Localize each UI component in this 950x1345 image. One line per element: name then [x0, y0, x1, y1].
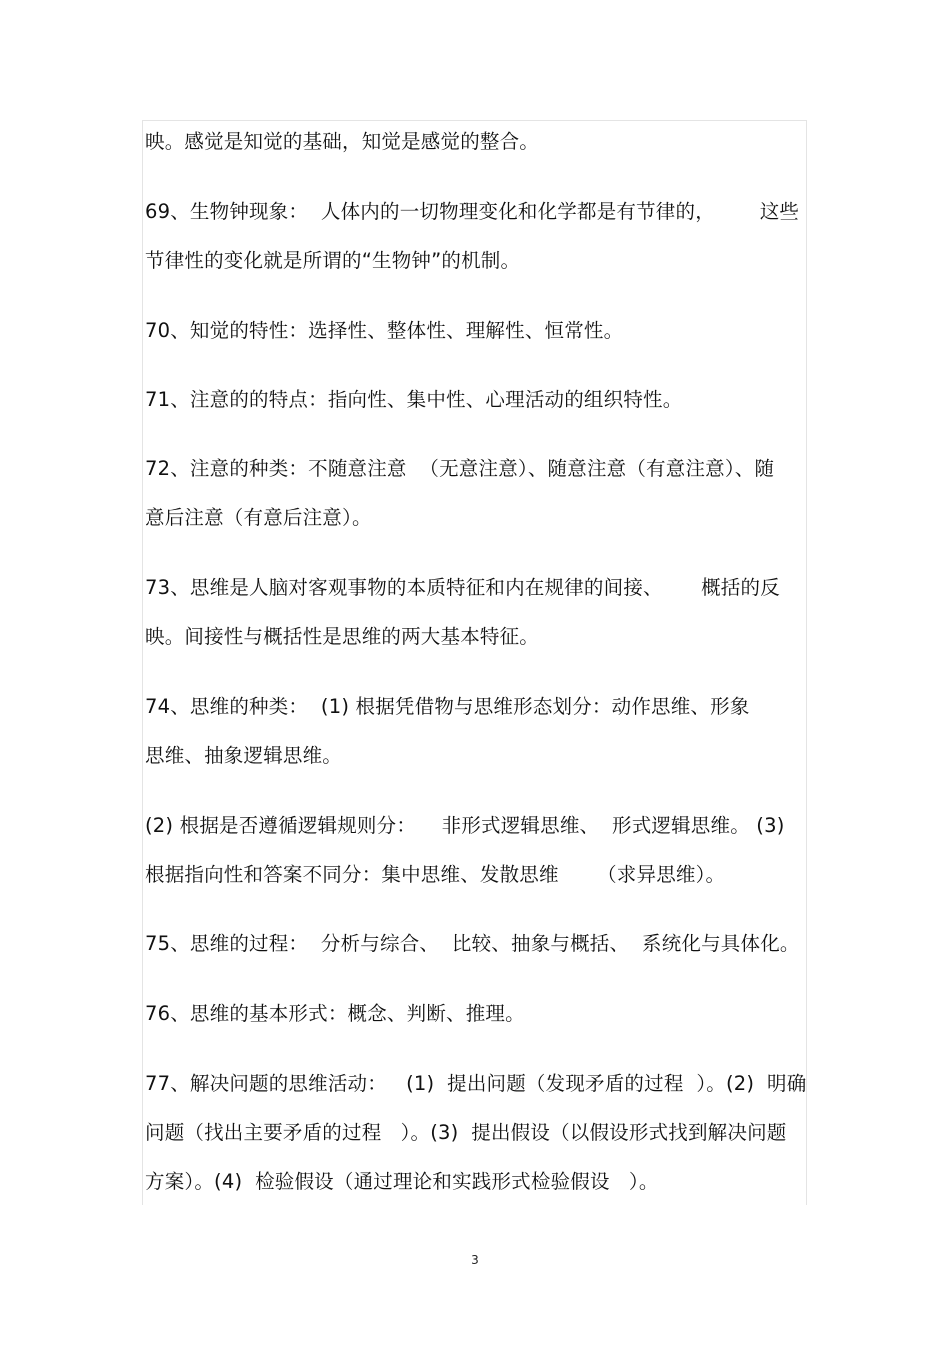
text-line: (2) 根据是否遵循逻辑规则分： 非形式逻辑思维、 形式逻辑思维。 (3)	[145, 814, 785, 837]
text-line: 思维、抽象逻辑思维。	[145, 744, 343, 767]
text-line: 根据指向性和答案不同分：集中思维、发散思维 （求异思维）。	[145, 863, 726, 886]
text-line: 问题（找出主要矛盾的过程 ）。(3) 提出假设（以假设形式找到解决问题	[145, 1121, 787, 1144]
page-content-frame	[142, 120, 807, 1205]
text-line: 映。感觉是知觉的基础，知觉是感觉的整合。	[145, 130, 540, 153]
text-line: 70、知觉的特性：选择性、整体性、理解性、恒常性。	[145, 319, 624, 342]
text-line: 71、注意的的特点：指向性、集中性、心理活动的组织特性。	[145, 388, 683, 411]
page-number: 3	[471, 1253, 479, 1267]
text-line: 方案）。(4) 检验假设（通过理论和实践形式检验假设 ）。	[145, 1170, 659, 1193]
text-line: 72、注意的种类：不随意注意 （无意注意）、随意注意（有意注意）、随	[145, 457, 775, 480]
text-line: 77、解决问题的思维活动： (1) 提出问题（发现矛盾的过程 ）。(2) 明确	[145, 1072, 807, 1095]
text-line: 73、思维是人脑对客观事物的本质特征和内在规律的间接、 概括的反	[145, 576, 780, 599]
text-line: 74、思维的种类： (1) 根据凭借物与思维形态划分：动作思维、形象	[145, 695, 750, 718]
text-line: 节律性的变化就是所谓的“生物钟”的机制。	[145, 249, 521, 272]
text-line: 映。间接性与概括性是思维的两大基本特征。	[145, 625, 540, 648]
text-line: 意后注意（有意后注意）。	[145, 506, 372, 529]
text-line: 75、思维的过程： 分析与综合、 比较、抽象与概括、 系统化与具体化。	[145, 932, 800, 955]
text-line: 76、思维的基本形式：概念、判断、推理。	[145, 1002, 525, 1025]
text-line: 69、生物钟现象： 人体内的一切物理变化和化学都是有节律的， 这些	[145, 200, 800, 223]
